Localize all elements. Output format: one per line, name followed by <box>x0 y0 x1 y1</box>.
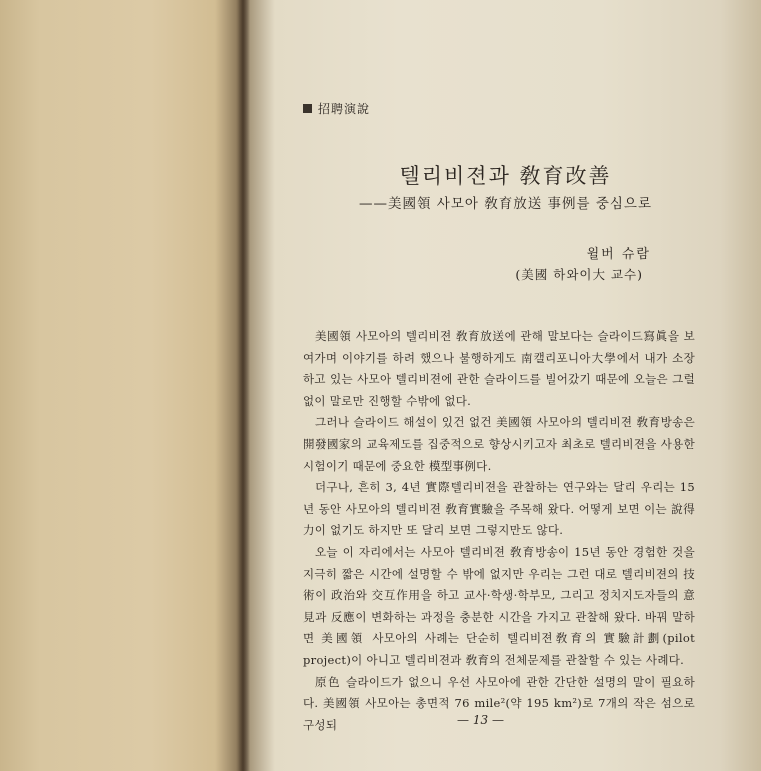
page-number: — 13 — <box>457 713 504 727</box>
square-bullet-icon <box>303 104 312 113</box>
paragraph: 美國領 사모아의 텔리비젼 敎育放送에 관해 말보다는 슬라이드寫眞을 보여가며 이야기를 하려 했으나 불행하게도 南캘리포니아大學에서 내가 소장하고 있는 사모아 텔리비젼에 관한 슬라이드를 빌어갔기 때문에 오늘은 그럴 없이 말로만 진행할 수밖에 없다. <box>303 329 695 408</box>
paragraph: 原色 슬라이드가 없으니 우선 사모아에 관한 간단한 설명의 말이 필요하다. 美國領 사모아는 총면적 76 mile²(약 195 km²)로 7개의 작은 섬으로 구성되 <box>303 674 695 732</box>
author-affiliation: (美國 하와이大 교수) <box>515 267 643 282</box>
section-label-text: 招聘演說 <box>318 102 371 116</box>
paragraph: 그러나 슬라이드 해설이 있건 없건 美國領 사모아의 텔리비젼 敎育방송은 開發國家의 교육제도를 집중적으로 향상시키고자 최초로 텔리비젼을 사용한 시험이기 때문에 중요한 模型事例다. <box>303 415 695 473</box>
book-gutter <box>236 0 250 771</box>
left-page-blank <box>0 0 238 771</box>
paragraph: 오늘 이 자리에서는 사모아 텔리비젼 敎育방송이 15년 동안 경험한 것을 지극히 짧은 시간에 설명할 수 밖에 없지만 우리는 그런 대로 텔리비젼의 技術이 政治와 交互作用을 하고 교사·학생·학부모, 그리고 정치지도자들의 意見과 反應이 변화하는 과정을 충분한 시간을 가지고 관찰해 왔다. 바꿔 말하면 美國領 사모아의 사례는 단순히 텔리비젼敎育의 實驗計劃(pilot project)이 아니고 텔리비젼과 敎育의 전체문제를 관찰할 수 있는 사례다. <box>303 544 695 667</box>
article-title: 텔리비젼과 敎育改善 <box>399 164 612 188</box>
right-page <box>250 0 761 771</box>
author-name: 윌버 슈람 <box>586 247 651 262</box>
section-label <box>303 100 370 117</box>
paragraph: 더구나, 흔히 3, 4년 實際텔리비젼을 관찰하는 연구와는 달리 우리는 15년 동안 사모아의 텔리비젼 敎育實驗을 주목해 왔다. 어떻게 보면 이는 說得力이 없기도 하지만 또 달리 보면 그렇지만도 않다. <box>303 480 695 538</box>
article-body <box>303 326 695 736</box>
article-subtitle: ——美國領 사모아 敎育放送 事例를 중심으로 <box>359 196 652 212</box>
